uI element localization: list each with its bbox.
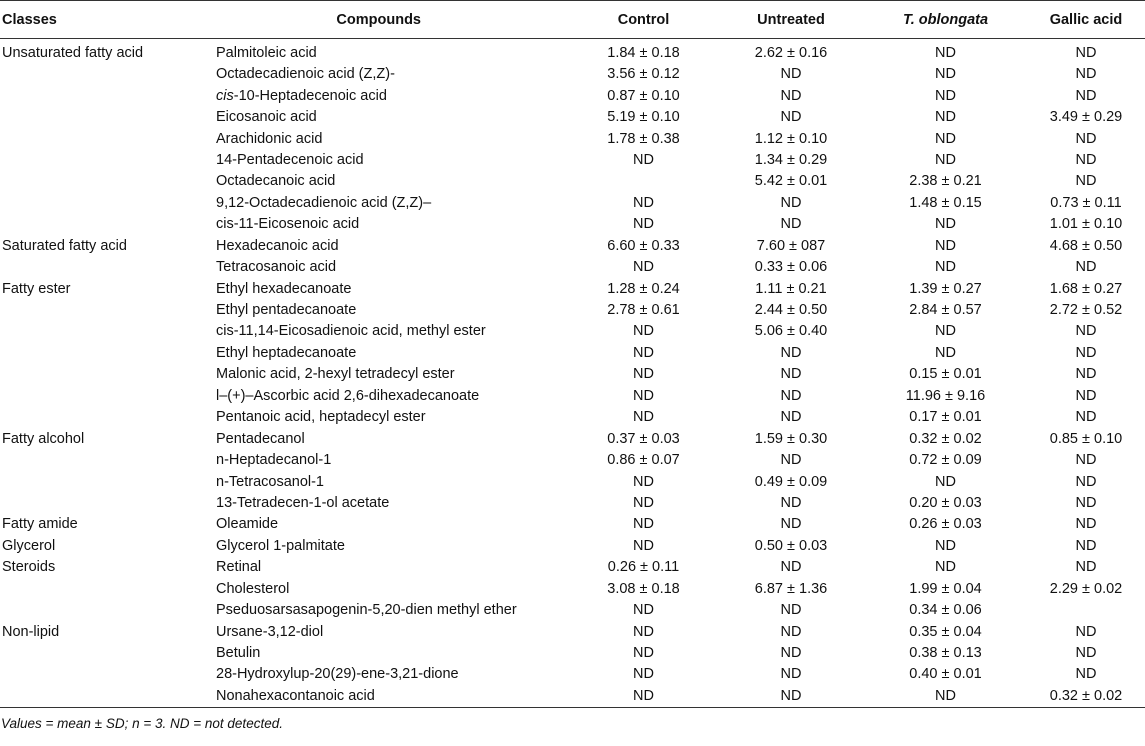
- gallic-acid-cell: 1.01 ± 0.10: [1049, 216, 1123, 233]
- untreated-cell: ND: [780, 494, 802, 511]
- compound-name: Ethyl heptadecanoate: [216, 344, 357, 361]
- header-t-oblongata: T. oblongata: [864, 1, 1027, 39]
- t-oblongata-cell: ND: [935, 323, 956, 340]
- untreated-cell: ND: [780, 387, 802, 404]
- class-cell: [0, 643, 214, 664]
- class-cell: [0, 600, 214, 621]
- control-cell: 0.87 ± 0.10: [607, 87, 680, 104]
- untreated-cell: 7.60 ± 087: [756, 237, 826, 254]
- header-classes: Classes: [0, 1, 214, 39]
- compound-name: Ethyl pentadecanoate: [216, 302, 357, 319]
- control-cell: ND: [633, 216, 654, 233]
- class-cell: [0, 321, 214, 342]
- t-oblongata-cell: 0.15 ± 0.01: [909, 366, 982, 383]
- control-cell: 0.26 ± 0.11: [607, 559, 680, 576]
- class-cell: Non-lipid: [2, 623, 60, 640]
- untreated-cell: 1.12 ± 0.10: [754, 130, 828, 147]
- t-oblongata-cell: 0.26 ± 0.03: [909, 516, 982, 533]
- gallic-acid-cell: ND: [1075, 623, 1097, 640]
- table-row: [0, 686, 1145, 708]
- compound-cell: [214, 514, 569, 535]
- compound-cell: [214, 85, 569, 106]
- gallic-acid-cell: 1.68 ± 0.27: [1049, 280, 1123, 297]
- untreated-cell: 0.50 ± 0.03: [754, 537, 828, 554]
- compound-cell: [214, 407, 569, 428]
- control-cell: ND: [633, 366, 654, 383]
- table-row: [0, 300, 1145, 321]
- table-row: [0, 193, 1145, 214]
- gallic-acid-cell: ND: [1075, 666, 1097, 683]
- table-row: [0, 236, 1145, 257]
- header-compounds: Compounds: [214, 1, 569, 39]
- untreated-cell: ND: [780, 623, 802, 640]
- table-row: [0, 85, 1145, 106]
- t-oblongata-cell: 0.38 ± 0.13: [909, 645, 982, 662]
- compound-cell: [214, 128, 569, 149]
- untreated-cell: ND: [718, 686, 864, 708]
- table-row: [0, 514, 1145, 535]
- gallic-acid-cell: ND: [1075, 45, 1097, 61]
- class-cell: [0, 300, 214, 321]
- footnote-n: n: [132, 715, 140, 731]
- gallic-acid-cell: 0.85 ± 0.10: [1049, 430, 1123, 447]
- class-cell: [0, 471, 214, 492]
- control-cell: ND: [633, 516, 654, 533]
- untreated-cell: 1.59 ± 0.30: [754, 430, 828, 447]
- t-oblongata-cell: 0.34 ± 0.06: [909, 602, 982, 619]
- t-oblongata-cell: ND: [935, 344, 956, 361]
- control-cell: ND: [633, 602, 654, 619]
- table-row: [0, 664, 1145, 685]
- gallic-acid-cell: ND: [1075, 494, 1097, 511]
- gallic-acid-cell: ND: [1075, 473, 1097, 490]
- t-oblongata-cell: 1.99 ± 0.04: [909, 580, 982, 597]
- compound-cell: [214, 621, 569, 642]
- control-cell: 3.08 ± 0.18: [607, 580, 680, 597]
- untreated-cell: ND: [780, 344, 802, 361]
- compound-name: Eicosanoic acid: [216, 109, 317, 126]
- table-footnote: [0, 716, 1145, 731]
- class-cell: [0, 450, 214, 471]
- control-cell: 5.19 ± 0.10: [607, 109, 680, 126]
- compound-name: Octadecanoic acid: [216, 173, 336, 190]
- compound-cell: [214, 171, 569, 192]
- control-cell: 0.86 ± 0.07: [607, 452, 680, 469]
- untreated-cell: ND: [780, 645, 802, 662]
- compound-cell: [214, 493, 569, 514]
- compound-cell: [214, 450, 569, 471]
- untreated-cell: ND: [780, 216, 802, 233]
- gallic-acid-cell: ND: [1075, 387, 1097, 404]
- compound-cell: [214, 257, 569, 278]
- untreated-cell: ND: [780, 66, 802, 83]
- control-cell: 3.56 ± 0.12: [607, 66, 680, 83]
- untreated-cell: ND: [780, 87, 802, 104]
- control-cell: ND: [633, 151, 654, 168]
- compound-cell: [214, 64, 569, 85]
- class-cell: [0, 214, 214, 235]
- gallic-acid-cell: ND: [1075, 66, 1097, 83]
- t-oblongata-cell: ND: [935, 45, 956, 61]
- table-row: [0, 557, 1145, 578]
- compound-cell: [214, 343, 569, 364]
- table-row: [0, 128, 1145, 149]
- untreated-cell: 2.62 ± 0.16: [754, 45, 828, 61]
- table-row: [0, 107, 1145, 128]
- compound-cell: [214, 536, 569, 557]
- class-cell: Glycerol: [2, 537, 56, 554]
- class-cell: [0, 686, 214, 708]
- gallic-acid-cell: ND: [1075, 173, 1097, 190]
- compound-name: Ursane-3,12-diol: [216, 623, 324, 640]
- compound-cell: [214, 579, 569, 600]
- control-cell: ND: [633, 494, 654, 511]
- compound-name: Hexadecanoic acid: [216, 237, 339, 254]
- footnote-part1: Values = mean ± SD;: [1, 715, 133, 731]
- class-cell: [0, 85, 214, 106]
- control-cell: ND: [569, 686, 718, 708]
- untreated-cell: ND: [780, 516, 802, 533]
- compound-name: Arachidonic acid: [216, 130, 323, 147]
- table-row: [0, 39, 1145, 65]
- table-row: [0, 171, 1145, 192]
- gallic-acid-cell: ND: [1075, 87, 1097, 104]
- t-oblongata-cell: ND: [935, 87, 956, 104]
- t-oblongata-cell: 0.72 ± 0.09: [909, 452, 982, 469]
- compound-name: Pseduosarsasapogenin-5,20-dien methyl ether: [216, 602, 517, 619]
- control-cell: 1.78 ± 0.38: [607, 130, 680, 147]
- table-row: [0, 278, 1145, 299]
- t-oblongata-cell: 1.48 ± 0.15: [909, 194, 982, 211]
- table-body: [0, 39, 1145, 708]
- compound-cell: [214, 428, 569, 449]
- t-oblongata-cell: 0.35 ± 0.04: [909, 623, 982, 640]
- compound-name: Tetracosanoic acid: [216, 259, 337, 276]
- untreated-cell: 1.11 ± 0.21: [755, 280, 827, 297]
- t-oblongata-cell: ND: [935, 559, 956, 576]
- compound-name: Palmitoleic acid: [216, 45, 317, 61]
- gallic-acid-cell: ND: [1075, 537, 1097, 554]
- compound-cell: [214, 686, 569, 708]
- gallic-acid-cell: 0.32 ± 0.02: [1027, 686, 1145, 708]
- compound-cell: [214, 39, 569, 65]
- t-oblongata-cell: ND: [935, 66, 956, 83]
- class-cell: [0, 64, 214, 85]
- table-row: [0, 364, 1145, 385]
- control-cell: ND: [633, 194, 654, 211]
- gallic-acid-cell: ND: [1075, 645, 1097, 662]
- table-row: [0, 643, 1145, 664]
- gallic-acid-cell: ND: [1075, 516, 1097, 533]
- compound-name: Retinal: [216, 559, 262, 576]
- t-oblongata-cell: 0.32 ± 0.02: [909, 430, 982, 447]
- control-cell: ND: [633, 344, 654, 361]
- gallic-acid-cell: ND: [1075, 366, 1097, 383]
- control-cell: ND: [633, 645, 654, 662]
- class-cell: [0, 493, 214, 514]
- compound-name: Pentanoic acid, heptadecyl ester: [216, 409, 426, 426]
- compound-cell: [214, 107, 569, 128]
- gallic-acid-cell: ND: [1075, 409, 1097, 426]
- class-cell: [0, 343, 214, 364]
- class-cell: Steroids: [2, 559, 56, 576]
- header-untreated: Untreated: [718, 1, 864, 39]
- untreated-cell: ND: [780, 602, 802, 619]
- table-row: [0, 493, 1145, 514]
- untreated-cell: ND: [780, 109, 802, 126]
- compound-name: l–(+)–Ascorbic acid 2,6-dihexadecanoate: [216, 387, 480, 404]
- untreated-cell: ND: [780, 409, 802, 426]
- control-cell: ND: [633, 323, 654, 340]
- table-row: [0, 536, 1145, 557]
- compound-cell: [214, 600, 569, 621]
- compound-name: 14-Pentadecenoic acid: [216, 151, 364, 168]
- untreated-cell: ND: [780, 452, 802, 469]
- control-cell: ND: [633, 623, 654, 640]
- gallic-acid-cell: 0.73 ± 0.11: [1050, 194, 1122, 211]
- table-row: [0, 343, 1145, 364]
- control-cell: ND: [633, 473, 654, 490]
- control-cell: ND: [633, 387, 654, 404]
- gallic-acid-cell: 2.72 ± 0.52: [1049, 302, 1123, 319]
- class-cell: [0, 150, 214, 171]
- untreated-cell: ND: [780, 366, 802, 383]
- header-control: Control: [569, 1, 718, 39]
- t-oblongata-cell: ND: [935, 537, 956, 554]
- untreated-cell: ND: [780, 666, 802, 683]
- t-oblongata-cell: 2.38 ± 0.21: [909, 173, 982, 190]
- class-cell: [0, 579, 214, 600]
- gallic-acid-cell: ND: [1075, 151, 1097, 168]
- t-oblongata-cell: ND: [935, 237, 956, 254]
- table-row: [0, 214, 1145, 235]
- t-oblongata-cell: 0.20 ± 0.03: [909, 494, 982, 511]
- t-oblongata-cell: 2.84 ± 0.57: [909, 302, 982, 319]
- compound-name: n-Heptadecanol-1: [216, 452, 332, 469]
- compound-cell: [214, 471, 569, 492]
- gallic-acid-cell: ND: [1075, 452, 1097, 469]
- t-oblongata-cell: ND: [935, 473, 956, 490]
- t-oblongata-cell: ND: [935, 151, 956, 168]
- t-oblongata-cell: ND: [935, 109, 956, 126]
- control-cell: ND: [633, 666, 654, 683]
- gallic-acid-cell: 4.68 ± 0.50: [1049, 237, 1123, 254]
- compound-name: -10-Heptadecenoic acid: [233, 87, 387, 104]
- compound-name: Ethyl hexadecanoate: [216, 280, 352, 297]
- compound-prefix: cis: [216, 87, 234, 104]
- compound-name: Betulin: [216, 645, 261, 662]
- class-cell: [0, 664, 214, 685]
- compound-name: cis-11-Eicosenoic acid: [216, 216, 360, 233]
- table-header-row: [0, 1, 1145, 39]
- table-row: [0, 257, 1145, 278]
- class-cell: [0, 364, 214, 385]
- compound-cell: [214, 557, 569, 578]
- t-oblongata-cell: ND: [935, 259, 956, 276]
- compound-name: Malonic acid, 2-hexyl tetradecyl ester: [216, 366, 455, 383]
- compound-cell: [214, 364, 569, 385]
- t-oblongata-cell: ND: [935, 216, 956, 233]
- header-gallic-acid: Gallic acid: [1027, 1, 1145, 39]
- class-cell: Fatty amide: [2, 516, 78, 533]
- control-cell: ND: [633, 259, 654, 276]
- class-cell: [0, 107, 214, 128]
- compound-name: Cholesterol: [216, 580, 290, 597]
- control-cell: [569, 171, 718, 192]
- compound-name: cis-11,14-Eicosadienoic acid, methyl ester: [216, 323, 486, 340]
- control-cell: ND: [633, 537, 654, 554]
- untreated-cell: 6.87 ± 1.36: [754, 580, 828, 597]
- control-cell: 2.78 ± 0.61: [607, 302, 680, 319]
- class-cell: Saturated fatty acid: [2, 237, 127, 254]
- gallic-acid-cell: [1027, 600, 1145, 621]
- compound-cell: [214, 236, 569, 257]
- table-row: [0, 150, 1145, 171]
- compound-name: 28-Hydroxylup-20(29)-ene-3,21-dione: [216, 666, 459, 683]
- control-cell: 1.84 ± 0.18: [607, 45, 680, 61]
- class-cell: Fatty ester: [2, 280, 71, 297]
- compound-cell: [214, 321, 569, 342]
- class-cell: [0, 257, 214, 278]
- gallic-acid-cell: ND: [1075, 130, 1097, 147]
- compound-cell: [214, 214, 569, 235]
- t-oblongata-cell: 1.39 ± 0.27: [909, 280, 982, 297]
- untreated-cell: 5.06 ± 0.40: [754, 323, 828, 340]
- compound-name: Pentadecanol: [216, 430, 305, 447]
- compound-cell: [214, 643, 569, 664]
- t-oblongata-cell: 11.96 ± 9.16: [905, 387, 986, 404]
- untreated-cell: 0.49 ± 0.09: [754, 473, 828, 490]
- compound-cell: [214, 300, 569, 321]
- t-oblongata-cell: ND: [864, 686, 1027, 708]
- control-cell: ND: [633, 409, 654, 426]
- table-row: [0, 64, 1145, 85]
- control-cell: 6.60 ± 0.33: [607, 237, 680, 254]
- class-cell: Fatty alcohol: [2, 430, 85, 447]
- table-row: [0, 600, 1145, 621]
- compound-cell: [214, 386, 569, 407]
- compound-name: Octadecadienoic acid (Z,Z)-: [216, 66, 395, 83]
- class-cell: [0, 193, 214, 214]
- table-row: [0, 386, 1145, 407]
- untreated-cell: ND: [780, 194, 802, 211]
- class-cell: [0, 386, 214, 407]
- compound-cell: [214, 278, 569, 299]
- table-row: [0, 621, 1145, 642]
- compound-name: n-Tetracosanol-1: [216, 473, 324, 490]
- compound-cell: [214, 193, 569, 214]
- gallic-acid-cell: ND: [1075, 323, 1097, 340]
- t-oblongata-cell: 0.17 ± 0.01: [909, 409, 982, 426]
- class-cell: [0, 171, 214, 192]
- gallic-acid-cell: ND: [1075, 344, 1097, 361]
- untreated-cell: ND: [780, 559, 802, 576]
- table-row: [0, 428, 1145, 449]
- t-oblongata-cell: ND: [935, 130, 956, 147]
- footnote-part3: = 3. ND = not detected.: [139, 715, 283, 731]
- class-cell: Unsaturated fatty acid: [2, 45, 144, 61]
- table-row: [0, 450, 1145, 471]
- compound-name: Glycerol 1-palmitate: [216, 537, 345, 554]
- compound-name: 9,12-Octadecadienoic acid (Z,Z)–: [216, 194, 432, 211]
- compound-cell: [214, 664, 569, 685]
- compound-name: 13-Tetradecen-1-ol acetate: [216, 494, 390, 511]
- gallic-acid-cell: 2.29 ± 0.02: [1049, 580, 1123, 597]
- control-cell: 1.28 ± 0.24: [607, 280, 680, 297]
- gallic-acid-cell: ND: [1075, 259, 1097, 276]
- t-oblongata-cell: 0.40 ± 0.01: [909, 666, 982, 683]
- untreated-cell: 5.42 ± 0.01: [754, 173, 828, 190]
- class-cell: [0, 128, 214, 149]
- untreated-cell: 0.33 ± 0.06: [754, 259, 828, 276]
- gallic-acid-cell: 3.49 ± 0.29: [1049, 109, 1123, 126]
- untreated-cell: 2.44 ± 0.50: [754, 302, 828, 319]
- compound-cell: [214, 150, 569, 171]
- table-row: [0, 579, 1145, 600]
- table-row: [0, 407, 1145, 428]
- gallic-acid-cell: ND: [1075, 559, 1097, 576]
- class-cell: [0, 407, 214, 428]
- untreated-cell: 1.34 ± 0.29: [754, 151, 828, 168]
- compound-name: Oleamide: [216, 516, 279, 533]
- table-row: [0, 321, 1145, 342]
- control-cell: 0.37 ± 0.03: [607, 430, 680, 447]
- compound-name: Nonahexacontanoic acid: [216, 687, 375, 704]
- table-row: [0, 471, 1145, 492]
